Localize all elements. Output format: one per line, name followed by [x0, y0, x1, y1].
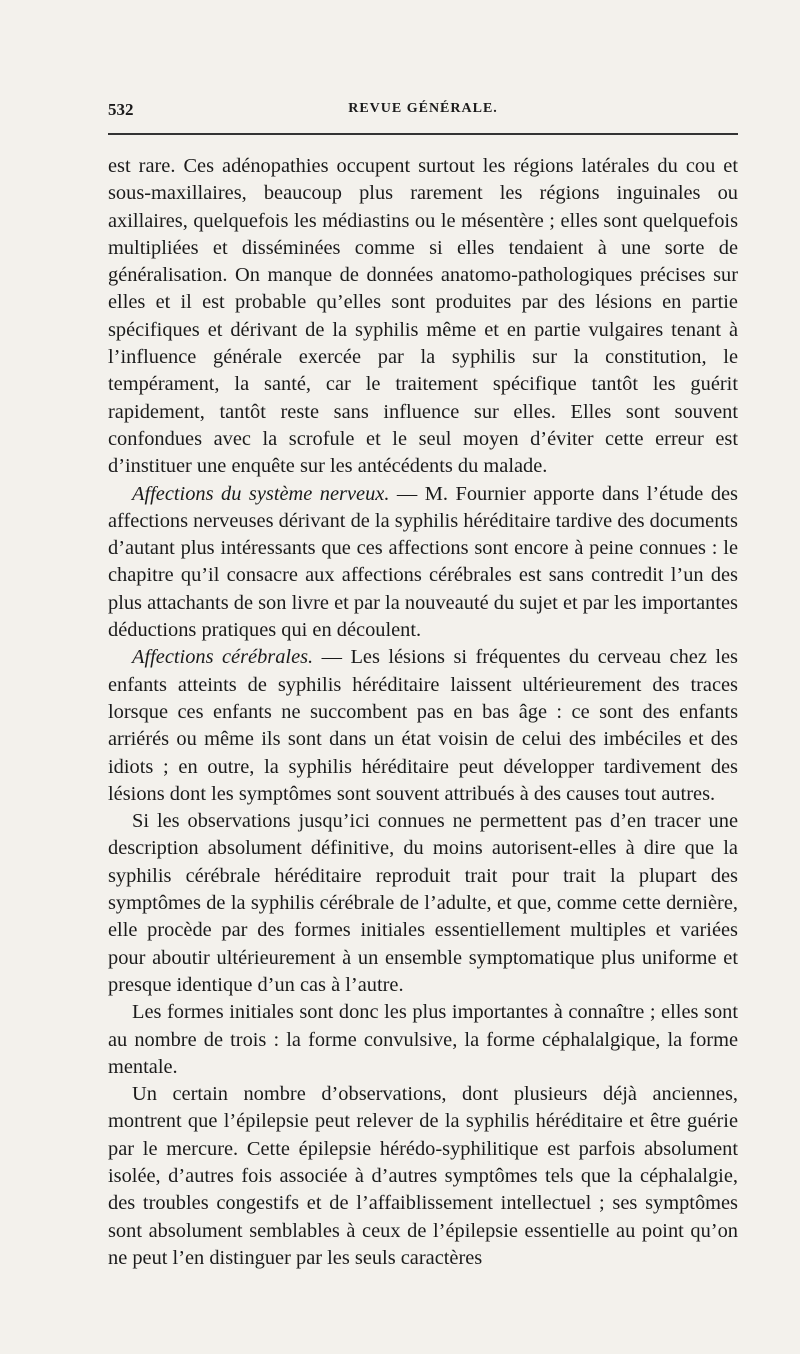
section-heading: Affections du système nerveux. — [132, 482, 390, 505]
paragraph — [108, 808, 738, 999]
paragraph-text: est rare. Ces adénopathies occupent surtout les régions latérales du cou et sous-maxillaires, beaucoup plus rarement les régions inguinales ou axillaires, quelquefois les médiastins ou le mésentère ; elles sont quelquefois multipliées et disséminées comme si elles tendaient à une sorte de généralisation. On manque de données anatomo-pathologiques précises sur elles et il est probable qu’elles sont produites par des lésions en partie spécifiques et dérivant de la syphilis même et en partie vulgaires tenant à l’influence générale exercée par la syphilis sur la constitution, le tempérament, la santé, car le traitement spécifique tantôt les guérit rapidement, tantôt reste sans influence sur elles. Elles sont souvent confondues avec la scrofule et le seul moyen d’éviter cette erreur est d’instituer une enquête sur les antécédents du malade. — [108, 155, 738, 478]
body-text — [108, 153, 738, 1272]
paragraph — [108, 999, 738, 1081]
paragraph-text: Les formes initiales sont donc les plus importantes à connaître ; elles sont au nombre de trois : la forme convulsive, la forme céphalalgique, la forme mentale. — [108, 1001, 738, 1078]
paragraph — [108, 1081, 738, 1272]
book-page — [108, 100, 738, 1272]
paragraph-text: Un certain nombre d’observations, dont plusieurs déjà anciennes, montrent que l’épilepsie peut relever de la syphilis héréditaire et être guérie par le mercure. Cette épilepsie hérédo-syphilitique est parfois absolument isolée, d’autres fois associée à d’autres symptômes tels que la céphalalgie, des troubles congestifs et de l’affaiblissement intellectuel ; ses symptômes sont absolument semblables à ceux de l’épilepsie essentielle au point qu’on ne peut l’en distinguer par les seuls caractères — [108, 1083, 738, 1269]
header-rule — [108, 133, 738, 135]
running-title: REVUE GÉNÉRALE. — [348, 101, 498, 116]
paragraph-text: — Les lésions si fréquentes du cerveau chez les enfants atteints de syphilis héréditaire laissent ultérieurement des traces lorsque ces enfants ne succombent pas en bas âge : ce sont des enfants arriérés ou même ils sont dans un état voisin de celui des imbéciles et des idiots ; en outre, la syphilis héréditaire peut développer tardivement des lésions dont les symptômes sont souvent attribués à des causes tout autres. — [108, 646, 738, 805]
paragraph — [108, 644, 738, 808]
paragraph-text: Si les observations jusqu’ici connues ne permettent pas d’en tracer une description absolument définitive, du moins autorisent-elles à dire que la syphilis cérébrale héréditaire reproduit trait pour trait la plupart des symptômes de la syphilis cérébrale de l’adulte, et que, comme cette dernière, elle procède par des formes initiales essentiellement multiples et variées pour aboutir ultérieurement à un ensemble symptomatique plus uniforme et presque identique d’un cas à l’autre. — [108, 810, 738, 996]
paragraph — [108, 153, 738, 481]
running-head — [108, 100, 738, 126]
section-heading: Affections cérébrales. — [132, 646, 314, 669]
page-number: 532 — [108, 100, 134, 119]
paragraph — [108, 481, 738, 645]
paragraph-text: — M. Fournier apporte dans l’étude des affections nerveuses dérivant de la syphilis héréditaire tardive des documents d’autant plus intéressants que ces affections sont encore à peine connues : le chapitre qu’il consacre aux affections cérébrales est sans contredit l’un des plus attachants de son livre et par la nouveauté du sujet et par les importantes déductions pratiques qui en découlent. — [108, 482, 738, 642]
